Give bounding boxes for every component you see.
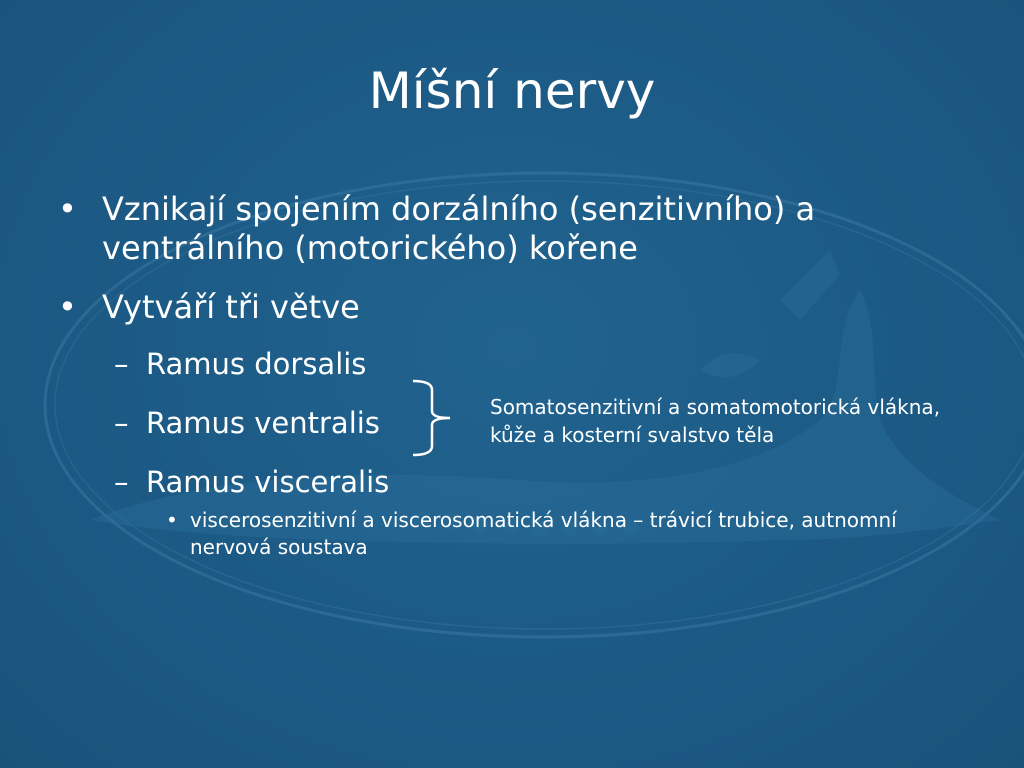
dash-icon: – xyxy=(114,406,129,440)
brace-note xyxy=(490,393,1020,449)
dash-icon: – xyxy=(114,347,129,381)
bullet-item xyxy=(58,190,998,268)
bullet-text: Vytváří tři větve xyxy=(102,288,360,326)
bullet-icon: • xyxy=(58,190,77,228)
dash-icon: – xyxy=(114,465,129,499)
branch-item-visceralis xyxy=(58,465,998,499)
branch-item-dorsalis xyxy=(58,347,998,381)
brace-note-line: kůže a kosterní svalstvo těla xyxy=(490,423,775,447)
branch-label: Ramus ventralis xyxy=(146,406,380,440)
visceralis-note xyxy=(58,507,950,561)
bullet-icon: • xyxy=(166,508,178,532)
branch-label: Ramus dorsalis xyxy=(146,347,367,381)
brace-note-line: Somatosenzitivní a somatomotorická vlákna, xyxy=(490,395,941,419)
bullet-text: Vznikají spojením dorzálního (senzitivního) a ventrálního (motorického) kořene xyxy=(102,190,816,267)
bullet-item xyxy=(58,288,998,327)
slide-content xyxy=(58,190,998,561)
slide-title: Míšní nervy xyxy=(368,62,656,120)
branch-label: Ramus visceralis xyxy=(146,465,390,499)
visceralis-note-text: viscerosenzitivní a viscerosomatická vlákna – trávicí trubice, autnomní nervová soustava xyxy=(190,508,897,559)
right-brace-icon xyxy=(410,378,460,458)
bullet-icon: • xyxy=(58,288,77,326)
